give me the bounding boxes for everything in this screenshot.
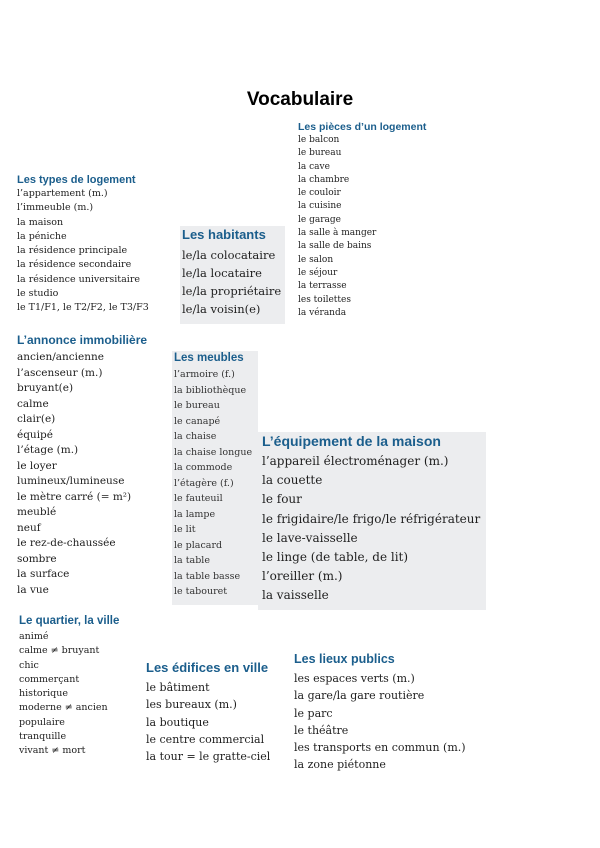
vocab-item: historique [19, 688, 68, 700]
vocab-item: le salon [298, 254, 334, 265]
section-heading: L’annonce immobilière [17, 333, 148, 347]
section-heading: Les pièces d’un logement [298, 121, 427, 133]
vocab-item: le balcon [298, 135, 340, 145]
vocab-item: l’appartement (m.) [17, 188, 108, 199]
pieces-logement-section [298, 121, 426, 320]
page-title: Vocabulaire [246, 89, 354, 110]
vocab-item: neuf [17, 521, 41, 534]
vocab-item: le/la locataire [182, 266, 262, 280]
vocab-item: les toilettes [298, 294, 351, 305]
vocab-item: l’ascenseur (m.) [17, 366, 103, 379]
vocab-item: clair(e) [17, 413, 56, 425]
vocab-item: populaire [19, 716, 65, 728]
section-heading: L’équipement de la maison [262, 433, 441, 449]
vocab-item: la cuisine [298, 201, 342, 212]
vocab-item: le tabouret [174, 586, 228, 597]
habitants-section [180, 226, 285, 324]
vocab-item: la couette [262, 473, 323, 488]
vocab-item: le canapé [174, 415, 221, 427]
vocab-item: la salle à manger [298, 228, 377, 239]
vocab-item: la table basse [174, 570, 241, 582]
vocab-item: lumineux/lumineuse [17, 475, 125, 487]
vocab-item: l’appareil électroménager (m.) [262, 454, 449, 468]
vocab-item: le placard [174, 539, 223, 551]
vocab-item: le bureau [174, 400, 220, 411]
vocab-item: le théâtre [294, 723, 349, 737]
meubles-section [172, 351, 258, 605]
vocab-item: animé [19, 631, 49, 642]
vocab-item: le/la colocataire [182, 248, 276, 262]
word-list [146, 679, 270, 765]
vocab-item: l’étagère (f.) [174, 477, 234, 489]
vocab-item: la cave [298, 161, 330, 172]
vocab-item: la résidence secondaire [17, 259, 132, 271]
vocab-item: les bureaux (m.) [146, 698, 237, 712]
vocab-item: le frigidaire/le frigo/le réfrigérateur [262, 511, 481, 526]
section-heading: Les types de logement [17, 174, 136, 186]
annonce-immobiliere-section [17, 333, 147, 598]
vocab-item: le bâtiment [146, 681, 210, 694]
vocab-item: la gare/la gare routière [294, 689, 425, 703]
lieux-publics-section [294, 652, 466, 774]
vocab-item: la surface [17, 568, 70, 580]
vocab-item: le rez-de-chaussée [17, 537, 116, 549]
section-heading: Le quartier, la ville [19, 615, 120, 627]
vocab-item: l’étage (m.) [17, 444, 79, 456]
vocab-item: vivant ≠ mort [19, 745, 86, 757]
vocab-item: le lave-vaisselle [262, 530, 358, 545]
word-list [298, 134, 426, 320]
vocab-item: la tour = le gratte-ciel [146, 750, 271, 764]
vocab-item: calme ≠ bruyant [19, 645, 100, 657]
vocab-item: l’oreiller (m.) [262, 569, 343, 584]
vocab-item: moderne ≠ ancien [19, 702, 108, 714]
word-list [174, 367, 252, 600]
vocab-item: le four [262, 492, 302, 507]
vocab-item: commerçant [19, 673, 80, 685]
vocab-item: bruyant(e) [17, 382, 74, 394]
types-logement-section [17, 174, 149, 316]
word-list [19, 630, 119, 759]
vocab-item: la chaise longue [174, 446, 253, 458]
word-list [17, 350, 147, 598]
vocab-item: le loyer [17, 459, 57, 472]
equipement-maison-section [258, 432, 486, 610]
vocab-item: la vaisselle [262, 588, 329, 603]
vocab-item: la chaise [174, 431, 217, 442]
vocab-item: ancien/ancienne [17, 351, 104, 363]
section-heading: Les lieux publics [294, 652, 395, 666]
vocab-item: la bibliothèque [174, 384, 247, 396]
vocab-item: le mètre carré (= m²) [17, 490, 132, 503]
vocab-item: la table [174, 555, 210, 566]
vocab-item: tranquille [19, 731, 67, 743]
vocab-item: le séjour [298, 267, 338, 278]
section-heading: Les meubles [174, 352, 244, 364]
vocab-item: l’immeuble (m.) [17, 202, 94, 214]
vocab-item: le centre commercial [146, 732, 265, 746]
vocab-item: la vue [17, 583, 49, 596]
vocab-item: le parc [294, 706, 333, 720]
word-list [262, 452, 480, 606]
vocab-item: la maison [17, 216, 64, 228]
vocab-item: le linge (de table, de lit) [262, 550, 409, 565]
vocab-item: la boutique [146, 715, 209, 729]
vocab-item: les espaces verts (m.) [294, 672, 415, 685]
vocab-item: la véranda [298, 307, 347, 318]
word-list [182, 246, 281, 318]
vocab-item: le studio [17, 288, 59, 300]
section-heading: Les édifices en ville [146, 660, 269, 675]
vocab-item: la chambre [298, 174, 350, 185]
vocab-item: meublé [17, 506, 57, 518]
vocab-item: la commode [174, 462, 233, 473]
vocab-item: la terrasse [298, 281, 347, 292]
vocab-item: le lit [174, 524, 196, 535]
vocab-item: le/la voisin(e) [182, 302, 261, 316]
section-heading: Les habitants [182, 227, 266, 242]
vocab-item: calme [17, 397, 49, 410]
vocab-item: la résidence universitaire [17, 273, 140, 285]
vocab-item: le fauteuil [174, 493, 223, 504]
vocab-item: la résidence principale [17, 245, 128, 257]
vocab-item: équipé [17, 428, 53, 441]
vocab-item: la lampe [174, 508, 216, 520]
word-list [17, 187, 149, 316]
vocab-item: le/la propriétaire [182, 284, 282, 298]
vocab-item: chic [19, 659, 39, 671]
vocab-item: le garage [298, 214, 341, 225]
vocab-item: le couloir [298, 188, 341, 199]
word-list [294, 670, 466, 774]
vocab-item: le T1/F1, le T2/F2, le T3/F3 [17, 302, 149, 314]
vocab-item: la péniche [17, 230, 67, 242]
edifices-ville-section [146, 660, 270, 765]
vocab-item: les transports en commun (m.) [294, 741, 466, 755]
vocab-item: sombre [17, 552, 57, 565]
vocab-item: la zone piétonne [294, 758, 386, 772]
vocab-item: le bureau [298, 148, 342, 159]
vocab-item: la salle de bains [298, 241, 372, 252]
vocab-item: l’armoire (f.) [174, 369, 235, 380]
quartier-ville-section [19, 615, 119, 759]
